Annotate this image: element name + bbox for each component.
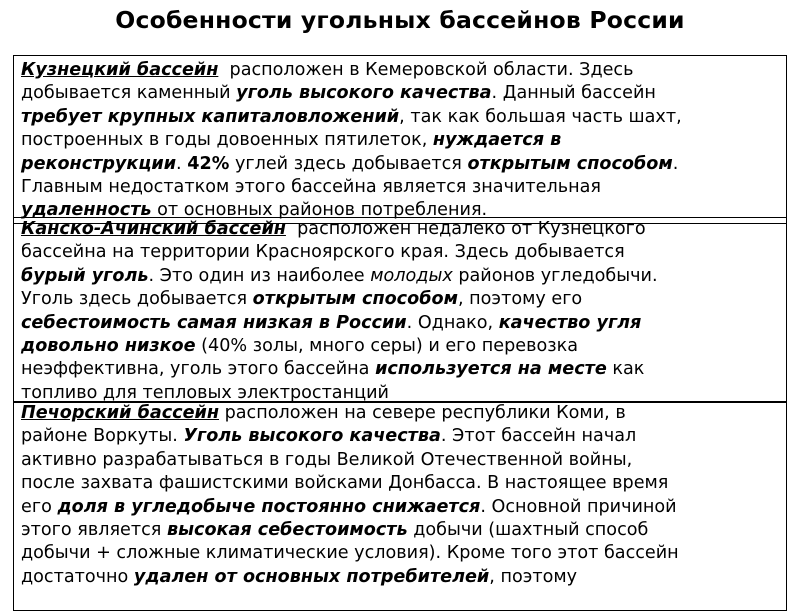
emphasis-text: открытым способом xyxy=(252,289,458,310)
kuznetsk-basin-text xyxy=(21,59,787,223)
text-line xyxy=(21,449,787,472)
text-run: углей здесь добывается xyxy=(229,153,468,174)
emphasis-text: себестоимость самая низкая в России xyxy=(21,312,407,333)
emphasis-text: Уголь высокого качества xyxy=(183,426,441,447)
text-run: неэффективна, уголь этого бассейна xyxy=(21,359,376,380)
basin-name: Печорский бассейн xyxy=(21,403,219,423)
text-run: . xyxy=(672,153,679,174)
text-run: этого является xyxy=(21,519,167,540)
text-line xyxy=(21,312,787,335)
text-run: , поэтому его xyxy=(457,289,583,310)
text-line xyxy=(21,82,787,105)
italic-text: молодых xyxy=(370,265,453,286)
text-line xyxy=(21,241,787,264)
emphasis-text: нуждается в xyxy=(432,130,562,151)
kansk-achinsk-basin-text xyxy=(21,218,787,405)
text-line xyxy=(21,129,787,152)
emphasis-text: требует крупных капиталовложений xyxy=(21,106,400,127)
text-line xyxy=(21,106,787,129)
text-run: . Этот бассейн начал xyxy=(440,426,637,447)
text-run: . xyxy=(176,153,188,174)
text-line xyxy=(21,265,787,288)
text-run: , так как большая часть шахт, xyxy=(399,106,682,127)
emphasis-text: удаленность xyxy=(21,200,152,221)
text-run: построенных в годы довоенных пятилеток, xyxy=(21,130,433,151)
text-run: , поэтому xyxy=(489,566,578,587)
emphasis-text: довольно низкое xyxy=(21,335,196,356)
emphasis-text: открытым способом xyxy=(467,153,673,174)
text-run: районов угледобычи. xyxy=(452,265,658,286)
emphasis-text: доля в угледобыче постоянно снижается xyxy=(57,496,481,517)
text-line xyxy=(21,519,787,542)
text-run: добывается каменный xyxy=(21,83,237,104)
text-line xyxy=(21,218,787,241)
text-line xyxy=(21,288,787,311)
text-line xyxy=(21,335,787,358)
text-line xyxy=(21,425,787,448)
text-run: топливо для тепловых электростанций xyxy=(21,382,389,403)
emphasis-text: бурый уголь xyxy=(21,265,149,286)
emphasis-text: реконструкции xyxy=(21,153,177,174)
emphasis-text: 42% xyxy=(187,153,230,174)
text-line xyxy=(21,566,787,589)
emphasis-text: высокая себестоимость xyxy=(166,519,408,540)
emphasis-text: уголь высокого качества xyxy=(236,83,492,104)
emphasis-text: качество угля xyxy=(498,312,642,333)
text-run: бассейна на территории Красноярского края. Здесь добывается xyxy=(21,242,625,263)
text-run: расположен на севере республики Коми, в xyxy=(219,403,626,423)
text-run: Уголь здесь добывается xyxy=(21,289,253,310)
text-run: . Данный бассейн xyxy=(491,83,656,104)
text-run: добычи + сложные климатические условия). Кроме того этот бассейн xyxy=(21,543,679,564)
emphasis-text: удален от основных потребителей xyxy=(133,566,490,587)
text-run: его xyxy=(21,496,58,517)
text-line xyxy=(21,358,787,381)
text-run: расположен недалеко от Кузнецкого xyxy=(285,219,646,239)
text-line xyxy=(21,59,787,82)
text-line xyxy=(21,496,787,519)
text-run: (40% золы, много серы) и его перевозка xyxy=(195,335,578,356)
text-run: расположен в Кемеровской области. Здесь xyxy=(218,60,634,80)
text-line xyxy=(21,472,787,495)
text-line xyxy=(21,542,787,565)
text-run: от основных районов потребления. xyxy=(151,200,488,221)
text-run: активно разрабатываться в годы Великой Отечественной войны, xyxy=(21,449,633,470)
page-title: Особенности угольных бассейнов России xyxy=(115,6,685,34)
text-line xyxy=(21,402,787,425)
basin-name: Канско-Ачинский бассейн xyxy=(21,219,286,239)
text-line xyxy=(21,176,787,199)
pechora-basin-text xyxy=(21,402,787,589)
text-run: Главным недостатком этого бассейна является значительная xyxy=(21,176,601,197)
text-run: . Однако, xyxy=(406,312,499,333)
text-run: после захвата фашистскими войсками Донбасса. В настоящее время xyxy=(21,473,669,494)
emphasis-text: используется на месте xyxy=(375,359,607,380)
text-run: как xyxy=(606,359,645,380)
text-run: . Это один из наиболее xyxy=(148,265,371,286)
text-run: . Основной причиной xyxy=(480,496,677,517)
text-run: достаточно xyxy=(21,566,134,587)
text-line xyxy=(21,153,787,176)
basin-name: Кузнецкий бассейн xyxy=(21,60,219,80)
text-run: районе Воркуты. xyxy=(21,426,184,447)
text-run: добычи (шахтный способ xyxy=(407,519,649,540)
